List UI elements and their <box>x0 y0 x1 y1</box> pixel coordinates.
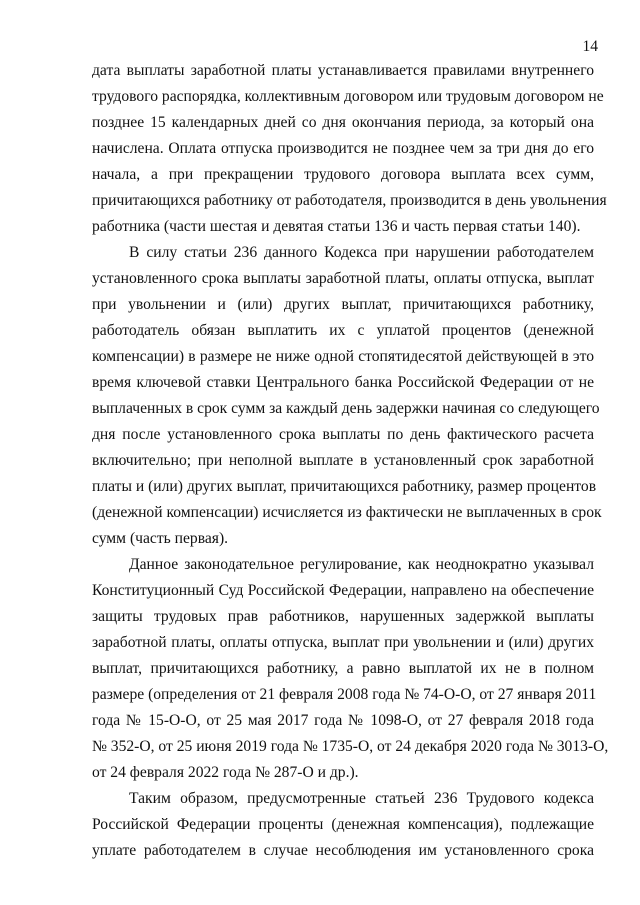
text-line: включительно; при неполной выплате в установленный срок заработной <box>92 452 594 469</box>
text-line: № 352-О, от 25 июня 2019 года № 1735-О, от 24 декабря 2020 года № 3013-О, <box>92 738 609 755</box>
text-line: время ключевой ставки Центрального банка Российской Федерации от не <box>92 374 594 391</box>
text-line: уплате работодателем в случае несоблюдения им установленного срока <box>92 842 594 859</box>
text-line: (денежной компенсации) исчисляется из фактически не выплаченных в срок <box>92 504 602 521</box>
paragraph-first-line: Данное законодательное регулирование, как неоднократно указывал <box>129 556 594 573</box>
text-line: Российской Федерации проценты (денежная компенсация), подлежащие <box>92 816 594 833</box>
text-line: дата выплаты заработной платы устанавливается правилами внутреннего <box>92 62 594 79</box>
text-line: компенсации) в размере не ниже одной стопятидесятой действующей в это <box>92 348 594 365</box>
paragraph-first-line: В силу статьи 236 данного Кодекса при нарушении работодателем <box>129 244 594 261</box>
text-line: от 24 февраля 2022 года № 287-О и др.). <box>92 764 359 781</box>
text-line: Конституционный Суд Российской Федерации, направлено на обеспечение <box>92 582 594 599</box>
text-line: начала, а при прекращении трудового договора выплата всех сумм, <box>92 166 594 183</box>
text-line: дня после установленного срока выплаты по день фактического расчета <box>92 426 594 443</box>
text-line: начислена. Оплата отпуска производится не позднее чем за три дня до его <box>92 140 594 157</box>
text-line: установленного срока выплаты заработной платы, оплаты отпуска, выплат <box>92 270 594 287</box>
text-line: сумм (часть первая). <box>92 530 229 547</box>
text-line: позднее 15 календарных дней со дня окончания периода, за который она <box>92 114 594 131</box>
text-line: платы и (или) других выплат, причитающихся работнику, размер процентов <box>92 478 597 495</box>
text-line: выплат, причитающихся работнику, а равно выплатой их не в полном <box>92 660 594 677</box>
text-line: работодатель обязан выплатить их с уплатой процентов (денежной <box>92 322 594 339</box>
text-line: трудового распорядка, коллективным договором или трудовым договором не <box>92 88 604 105</box>
text-line: защиты трудовых прав работников, нарушенных задержкой выплаты <box>92 608 594 625</box>
text-line: работника (части шестая и девятая статьи 136 и часть первая статьи 140). <box>92 218 581 235</box>
text-line: при увольнении и (или) других выплат, причитающихся работнику, <box>92 296 594 313</box>
text-line: размере (определения от 21 февраля 2008 года № 74-О-О, от 27 января 2011 <box>92 686 597 703</box>
page-number: 14 <box>582 38 598 55</box>
text-line: заработной платы, оплаты отпуска, выплат при увольнении и (или) других <box>92 634 594 651</box>
paragraph-first-line: Таким образом, предусмотренные статьей 236 Трудового кодекса <box>129 790 594 807</box>
text-line: причитающихся работнику от работодателя, производится в день увольнения <box>92 192 607 209</box>
text-line: выплаченных в срок сумм за каждый день задержки начиная со следующего <box>92 400 600 417</box>
text-line: года № 15-О-О, от 25 мая 2017 года № 1098-О, от 27 февраля 2018 года <box>92 712 594 729</box>
